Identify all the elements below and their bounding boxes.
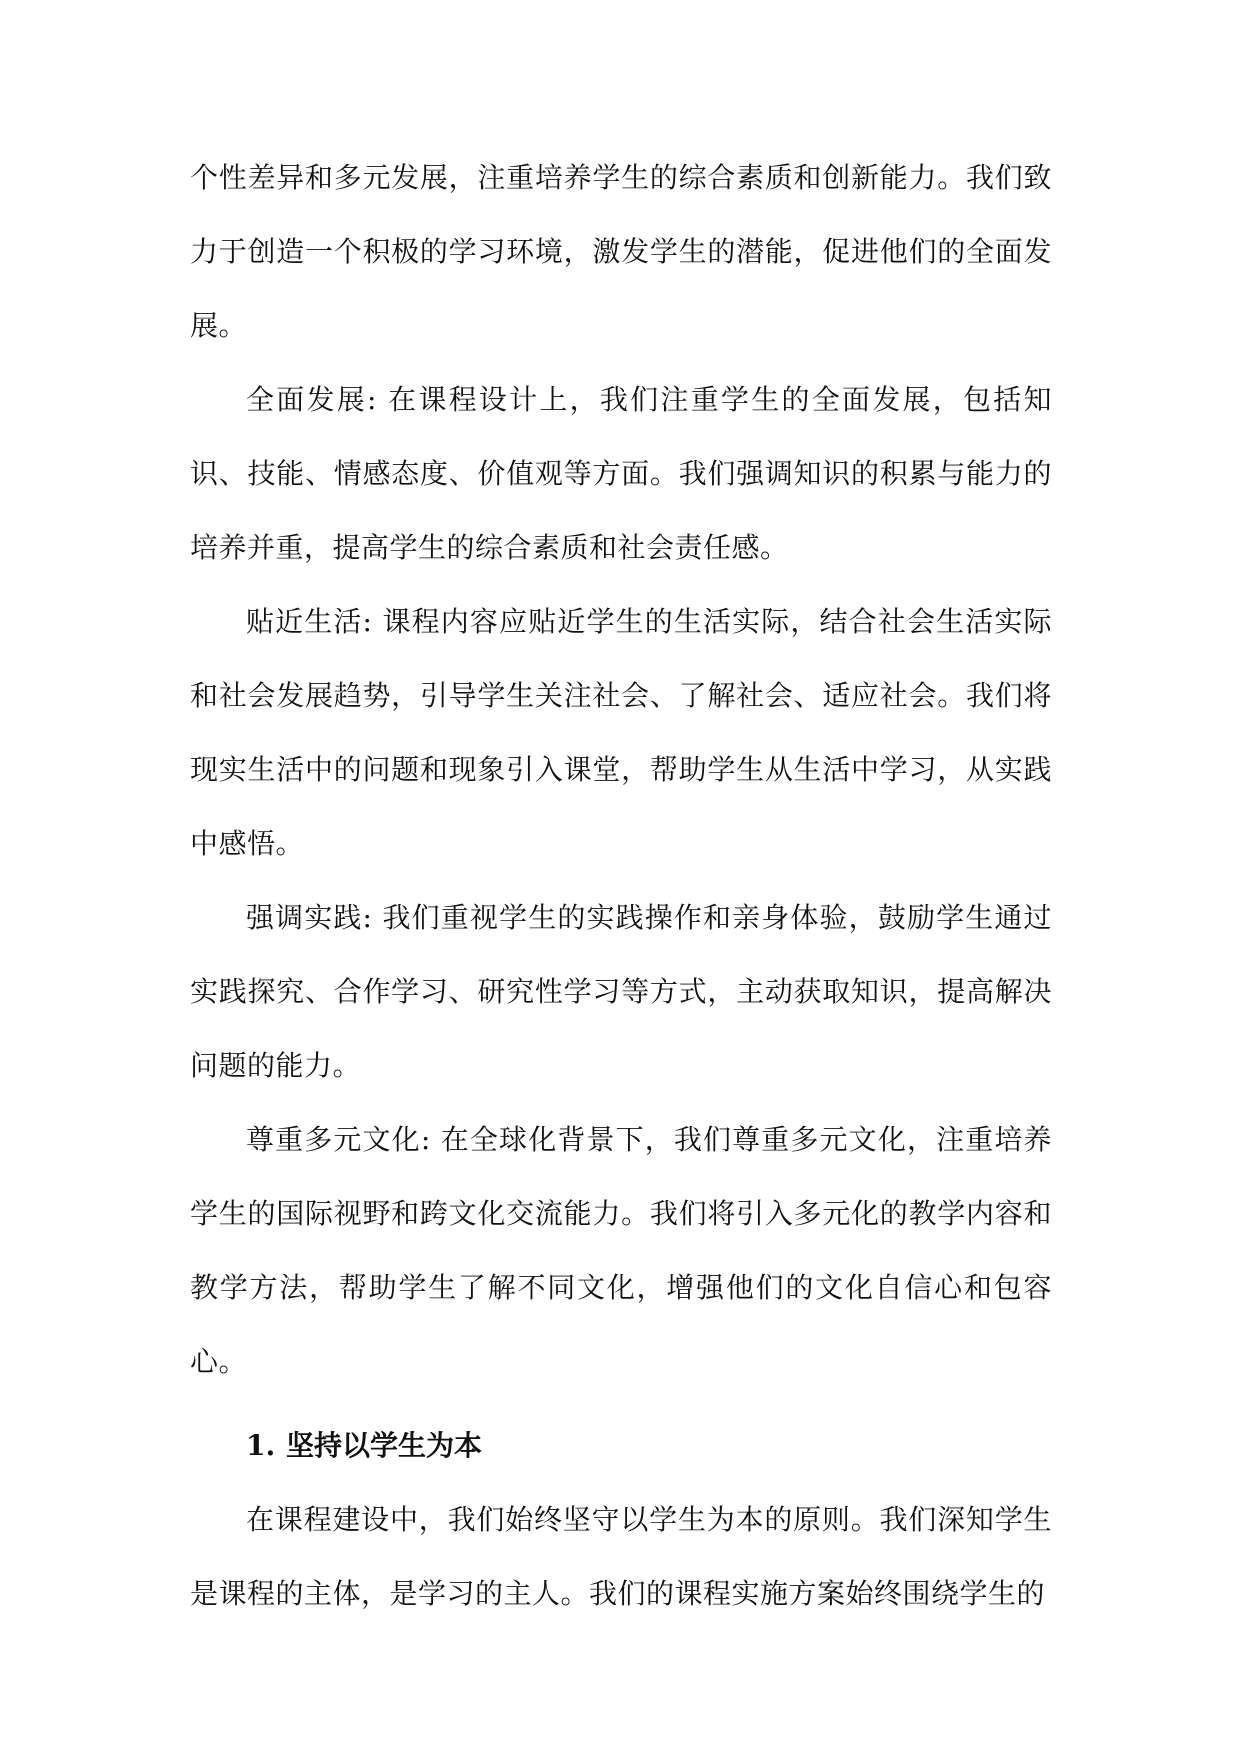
section-number: 1. [246, 1429, 276, 1462]
document-body [190, 141, 1052, 1631]
section-title: 坚持以学生为本 [286, 1429, 483, 1462]
section-gap [190, 1399, 1052, 1409]
section-heading [190, 1409, 1052, 1483]
paragraph-close-to-life: 贴近生活: 课程内容应贴近学生的生活实际，结合社会生活实际和社会发展趋势，引导学生关注社会、了解社会、适应社会。我们将现实生活中的问题和现象引入课堂，帮助学生从生活中学习，从实践中感悟。 [190, 605, 1052, 860]
paragraph-respect-diverse-cultures: 尊重多元文化: 在全球化背景下，我们尊重多元文化，注重培养学生的国际视野和跨文化交流能力。我们将引入多元化的教学内容和教学方法，帮助学生了解不同文化，增强他们的文化自信心和包容心。 [190, 1123, 1052, 1378]
paragraph-comprehensive-development: 全面发展: 在课程设计上，我们注重学生的全面发展，包括知识、技能、情感态度、价值观等方面。我们强调知识的积累与能力的培养并重，提高学生的综合素质和社会责任感。 [190, 383, 1052, 564]
paragraph-student-centered: 在课程建设中，我们始终坚守以学生为本的原则。我们深知学生是课程的主体，是学习的主人。我们的课程实施方案始终围绕学生的 [190, 1503, 1052, 1610]
paragraph-continuation: 个性差异和多元发展，注重培养学生的综合素质和创新能力。我们致力于创造一个积极的学习环境，激发学生的潜能，促进他们的全面发展。 [190, 161, 1052, 342]
paragraph-emphasize-practice: 强调实践: 我们重视学生的实践操作和亲身体验，鼓励学生通过实践探究、合作学习、研究性学习等方式，主动获取知识，提高解决问题的能力。 [190, 901, 1052, 1082]
